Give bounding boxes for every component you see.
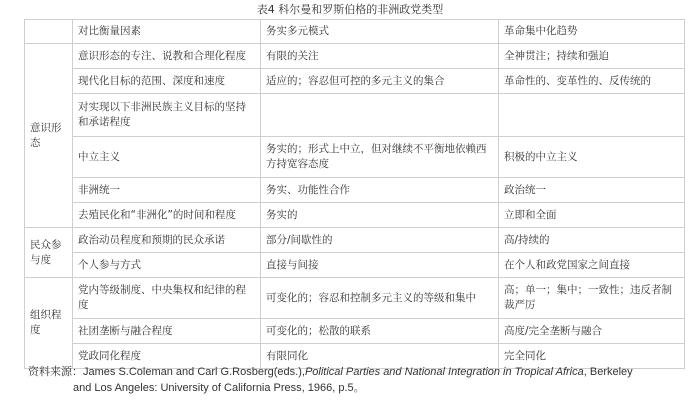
revolutionary-cell: 完全同化 [499,344,685,369]
revolutionary-cell: 立即和全面 [499,203,685,228]
revolutionary-cell: 政治统一 [499,178,685,203]
table-caption: 表4 科尔曼和罗斯伯格的非洲政党类型 [256,3,444,16]
factor-cell: 对实现以下非洲民族主义目标的坚持和承诺程度 [73,94,261,137]
source-book-title: Political Parties and National Integration in Tropical Africa [304,366,584,378]
category-cell-organization: 组织程度 [25,278,73,369]
pragmatic-cell: 有限同化 [261,344,499,369]
revolutionary-cell: 积极的中立主义 [499,137,685,178]
table-row [25,203,685,228]
pragmatic-cell: 适应的；容忍但可控的多元主义的集合 [261,69,499,94]
revolutionary-cell [499,94,685,137]
factor-cell: 意识形态的专注、说教和合理化程度 [73,44,261,69]
revolutionary-cell: 高；单一；集中；一致性；违反者制裁严厉 [499,278,685,319]
revolutionary-cell: 革命性的、变革性的、反传统的 [499,69,685,94]
header-cell-empty [25,20,73,44]
table-row [25,69,685,94]
table-row [25,278,685,319]
factor-cell: 现代化目标的范围、深度和速度 [73,69,261,94]
pragmatic-cell: 务实、功能性合作 [261,178,499,203]
revolutionary-cell: 高/持续的 [499,228,685,253]
pragmatic-cell: 务实的 [261,203,499,228]
table-row [25,228,685,253]
header-cell-factor: 对比衡量因素 [73,20,261,44]
factor-cell: 个人参与方式 [73,253,261,278]
factor-cell: 政治动员程度和预期的民众承诺 [73,228,261,253]
pragmatic-cell: 务实的；形式上中立，但对继续不平衡地依赖西方持宽容态度 [261,137,499,178]
factor-cell: 中立主义 [73,137,261,178]
source-note [28,364,688,396]
source-suffix: , Berkeley [583,366,633,378]
pragmatic-cell: 部分/间歇性的 [261,228,499,253]
factor-cell: 党内等级制度、中央集权和纪律的程度 [73,278,261,319]
table-row [25,137,685,178]
pragmatic-cell: 可变化的；容忍和控制多元主义的等级和集中 [261,278,499,319]
source-publisher: and Los Angeles: University of California Press, 1966, p.5。 [73,382,365,394]
factor-cell: 非洲统一 [73,178,261,203]
factor-cell: 去殖民化和“非洲化”的时间和程度 [73,203,261,228]
pragmatic-cell: 可变化的；松散的联系 [261,319,499,344]
category-cell-ideology: 意识形态 [25,44,73,228]
source-prefix: 资料来源：James S.Coleman and Carl G.Rosberg(eds.), [28,366,305,378]
header-cell-pragmatic: 务实多元模式 [261,20,499,44]
pragmatic-cell: 有限的关注 [261,44,499,69]
revolutionary-cell: 高度/完全垄断与融合 [499,319,685,344]
factor-cell: 党政同化程度 [73,344,261,369]
table-row [25,178,685,203]
party-types-table [24,19,685,369]
table-row [25,253,685,278]
category-cell-participation: 民众参与度 [25,228,73,278]
table-header-row [25,20,685,44]
factor-cell: 社团垄断与融合程度 [73,319,261,344]
pragmatic-cell: 直接与间接 [261,253,499,278]
header-cell-revolutionary: 革命集中化趋势 [499,20,685,44]
table-row [25,44,685,69]
revolutionary-cell: 全神贯注；持续和强迫 [499,44,685,69]
table-row [25,319,685,344]
revolutionary-cell: 在个人和政党国家之间直接 [499,253,685,278]
table-row [25,94,685,137]
pragmatic-cell [261,94,499,137]
